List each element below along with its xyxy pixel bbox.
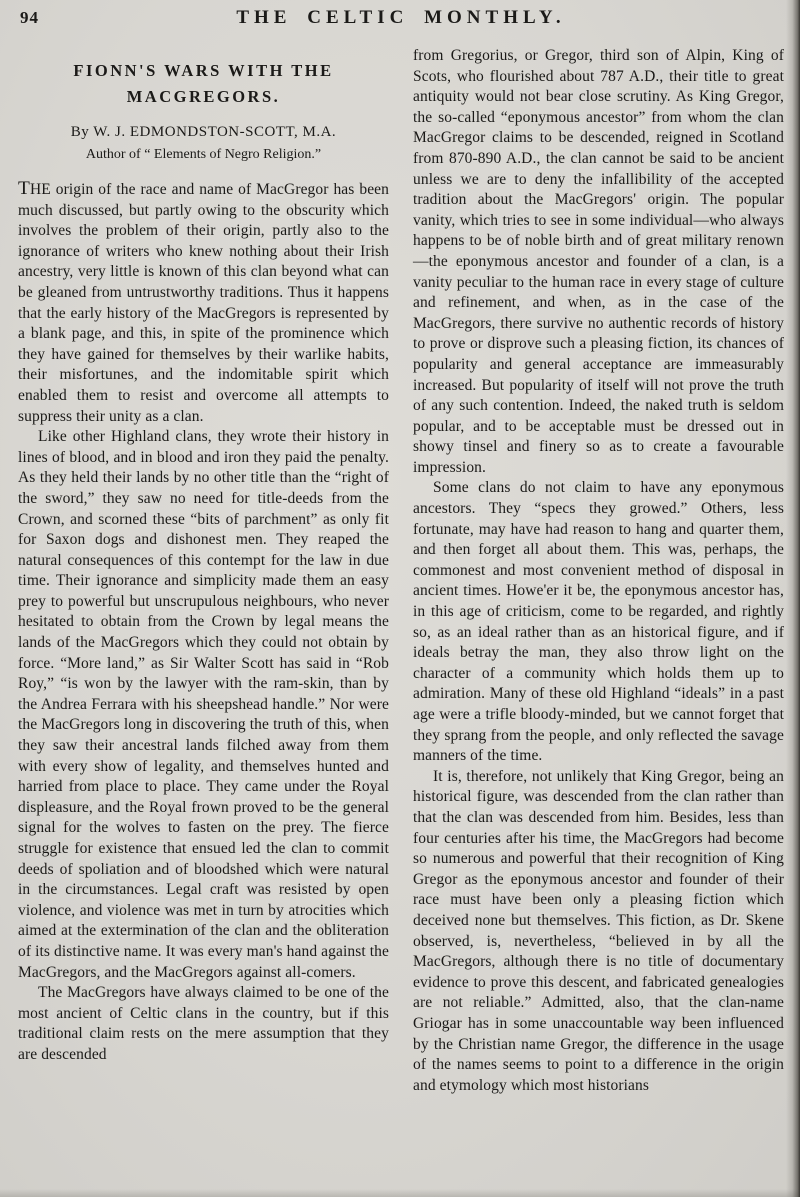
article-paragraph: THE origin of the race and name of MacGregor has been much discussed, but partly owing to the obscurity which involves the problem of their origin, partly also to the ignorance of writers who knew nothing about their Irish ancestry, very little is known of this clan beyond what can be gleaned from untrustworthy traditions. Thus it happens that the early history of the MacGregors is represented by a blank page, and this, in spite of the prominence which they have gained for themselves by their warlike habits, their misfortunes, and the indomitable spirit which enabled them to resist and overcome all attempts to suppress their unity as a clan. bbox=[18, 178, 389, 425]
page-number: 94 bbox=[20, 8, 39, 27]
article-title-line-2: MACGREGORS. bbox=[126, 87, 281, 106]
article-paragraph: It is, therefore, not unlikely that King Gregor, being an historical figure, was descended from the clan rather than that the clan was descended from him. Besides, less than four centuries after his time, the MacGregors had become so numerous and powerful that their recognition of King Gregor as the eponymous ancestor and founder of their race must have been only a pleasing fiction which deceived none but themselves. This fiction, as Dr. Skene observed, is, nevertheless, “believed in by all the MacGregors, although there is no title of documentary evidence to prove this descent, and fabricated genealogies are not reliable.” Admitted, also, that the clan-name Griogar has in some unaccountable way been influenced by the Christian name Gregor, the difference in the usage of the names seems to point to a difference in the origin and etymology which most historians bbox=[413, 767, 784, 1094]
byline: By W. J. EDMONDSTON-SCOTT, M.A. bbox=[70, 124, 337, 140]
article-title bbox=[18, 58, 389, 110]
article-paragraph: The MacGregors have always claimed to be one of the most ancient of Celtic clans in the country, but if this traditional claim rests on the mere assumption that they are descended bbox=[18, 984, 389, 1063]
article-title-line-1: FIONN'S WARS WITH THE bbox=[73, 61, 334, 80]
running-head bbox=[18, 6, 784, 38]
masthead-title: THE CELTIC MONTHLY. bbox=[236, 7, 566, 28]
article-paragraph: from Gregorius, or Gregor, third son of Alpin, King of Scots, who flourished about 787 A.D., their title to great antiquity would not bear close scrutiny. As King Gregor, the so-called “eponymous ancestor” from whom the clan MacGregor claims to be descended, reigned in Scotland from 870-890 A.D., the clan cannot be said to be ancient unless we are to deny the infallibility of the accepted tradition about the MacGregors' origin. The popular vanity, which tries to see in some individual—who always happens to be of noble birth and of great military renown—the eponymous ancestor and founder of a clan, is a vanity peculiar to the human race in every stage of culture and refinement, and when, as in the case of the MacGregors, there survive no authentic records of history to prove or disprove such a pleasing fiction, its chances of popularity and general acceptance are immeasurably increased. But popularity of itself will not prove the truth of any such contention. Indeed, the naked truth is seldom popular, and to be acceptable must be dressed out in showy tinsel and finery so as to create a favourable impression. bbox=[413, 47, 784, 476]
author-note: Author of “ Elements of Negro Religion.” bbox=[85, 147, 322, 162]
left-column bbox=[18, 44, 389, 1096]
right-column bbox=[413, 44, 784, 1096]
article-paragraph: Like other Highland clans, they wrote their history in lines of blood, and in blood and iron they paid the penalty. As they held their lands by no other title than the “right of the sword,” they saw no need for title-deeds from the Crown, and scorned these “bits of parchment” as only fit for Saxon dogs and dishonest men. They reaped the natural consequences of this contempt for the law in due time. Their ignorance and simplicity made them an easy prey to powerful but unscrupulous neighbours, who never hesitated to obtain from the Crown by legal means the lands of the MacGregors which they could not obtain by force. “More land,” as Sir Walter Scott has said in “Rob Roy,” “is won by the lawyer with the ram-skin, than by the Andrea Ferrara with his sheepshead handle.” Nor were the MacGregors long in discovering the truth of this, when they saw their ancestral lands filched away from them with every show of legality, and themselves hunted and harried from place to place. They came under the Royal displeasure, and the Royal frown proved to be the general signal for the wolves to fasten on the prey. The fierce struggle for existence that ensued led the clan to commit deeds of spoliation and of bloodshed which were natural in the circumstances. Legal craft was resisted by open violence, and violence was met in turn by atrocities which aimed at the extermination of the clan and the obliteration of its distinctive name. It was every man's hand against the MacGregors, and the MacGregors against all-comers. bbox=[18, 428, 389, 981]
two-column-layout bbox=[18, 44, 784, 1096]
article-paragraph: Some clans do not claim to have any eponymous ancestors. They “specs they growed.” Others, less fortunate, may have had reason to hang and quarter them, and then forget all about them. This was, perhaps, the commonest and most convenient method of disposal in ancient times. Howe'er it be, the eponymous ancestor has, in this age of criticism, come to be regarded, and rightly so, as an ideal rather than as an historical figure, and if ideals betray the man, they also throw light on the character of a community which holds them up to admiration. Many of these old Highland “ideals” in a past age were a trifle bloody-minded, but we cannot forget that they sprang from the people, and only reflected the savage manners of the time. bbox=[413, 479, 784, 765]
